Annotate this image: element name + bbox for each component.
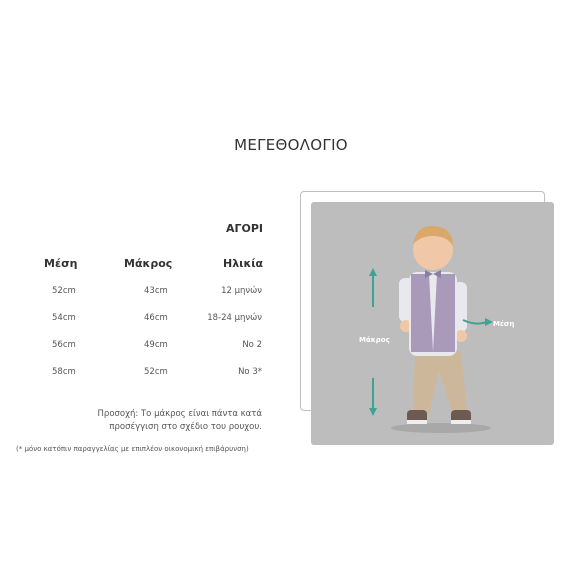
cell-length: 49cm	[144, 340, 168, 350]
gender-heading: ΑΓΟΡΙ	[226, 222, 264, 235]
cell-waist: 54cm	[52, 313, 76, 323]
boy-figure-illustration	[311, 202, 554, 445]
cell-length: 46cm	[144, 313, 168, 323]
page-title: ΜΕΓΕΘΟΛΟΓΙΟ	[234, 136, 348, 155]
model-photo	[311, 202, 554, 445]
cell-waist: 58cm	[52, 367, 76, 377]
column-header-length: Μάκρος	[124, 257, 173, 270]
cell-length: 43cm	[144, 286, 168, 296]
cell-age: 18-24 μηνών	[207, 313, 262, 323]
cell-waist: 52cm	[52, 286, 76, 296]
cell-age: 12 μηνών	[221, 286, 262, 296]
length-note	[98, 408, 262, 434]
cell-waist: 56cm	[52, 340, 76, 350]
column-header-waist: Μέση	[44, 257, 78, 270]
length-label: Μάκρος	[359, 336, 390, 344]
cell-age: No 3*	[238, 367, 262, 377]
cell-length: 52cm	[144, 367, 168, 377]
note-line: προσέγγιση στο σχέδιο του ρουχου.	[109, 422, 262, 432]
waist-label: Μέση	[493, 320, 515, 328]
column-header-age: Ηλικία	[223, 257, 264, 270]
footnote: (* μόνο κατόπιν παραγγελίας με επιπλέον οικονομική επιβάρυνση)	[16, 445, 249, 453]
note-line: Προσοχή: Το μάκρος είναι πάντα κατά	[97, 409, 262, 419]
cell-age: No 2	[242, 340, 262, 350]
